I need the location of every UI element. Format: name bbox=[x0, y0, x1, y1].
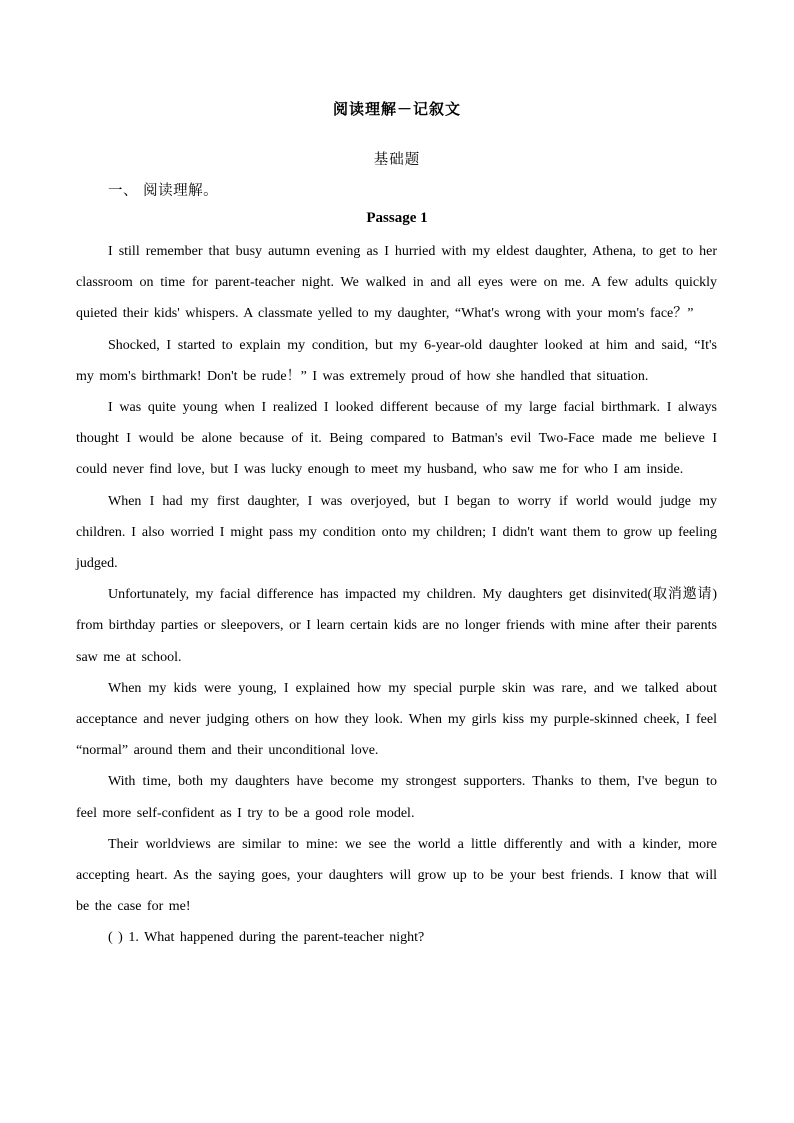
section-heading: 一、 阅读理解。 bbox=[108, 183, 219, 199]
paragraph-8: Their worldviews are similar to mine: we see the world a little differently and with a kinder, more accepting heart. As the saying goes, your daughters will grow up to be your best friends. I know that will be the case for me! bbox=[76, 836, 717, 915]
document-subtitle: 基础题 bbox=[373, 152, 421, 168]
paragraph-1: I still remember that busy autumn evening as I hurried with my eldest daughter, Athena, to get to her classroom on time for parent-teacher night. We walked in and all eyes were on me. A few adults quickly quieted their kids' whispers. A classmate yelled to my daughter, “What's wrong with your mom's face？” bbox=[76, 244, 717, 322]
paragraph-6: When my kids were young, I explained how my special purple skin was rare, and we talked about acceptance and never judging others on how they look. When my girls kiss my purple-skinned cheek, I feel “normal” around them and their unconditional love. bbox=[76, 680, 717, 759]
passage-title: Passage 1 bbox=[366, 210, 428, 226]
document-title: 阅读理解－记叙文 bbox=[332, 100, 461, 118]
paragraph-5: Unfortunately, my facial difference has impacted my children. My daughters get disinvited(取消邀请) from birthday parties or sleepovers, or I learn certain kids are no longer friends with mine after their parents saw me at school. bbox=[76, 587, 717, 665]
passage-body bbox=[76, 236, 717, 954]
paragraph-3: I was quite young when I realized I looked different because of my large facial birthmark. I always thought I would be alone because of it. Being compared to Batman's evil Two-Face made me believe I could never find love, but I was lucky enough to meet my husband, who saw me for who I am inside. bbox=[76, 400, 717, 478]
paragraph-7: With time, both my daughters have become my strongest supporters. Thanks to them, I've begun to feel more self-confident as I try to be a good role model. bbox=[76, 774, 717, 821]
question-1: ( ) 1. What happened during the parent-teacher night? bbox=[108, 930, 425, 946]
paragraph-2: Shocked, I started to explain my condition, but my 6-year-old daughter looked at him and said, “It's my mom's birthmark! Don't be rude！” I was extremely proud of how she handled that situation. bbox=[76, 337, 717, 384]
paragraph-4: When I had my first daughter, I was overjoyed, but I began to worry if world would judge my children. I also worried I might pass my condition onto my children; I didn't want them to grow up feeling judged. bbox=[76, 493, 717, 572]
